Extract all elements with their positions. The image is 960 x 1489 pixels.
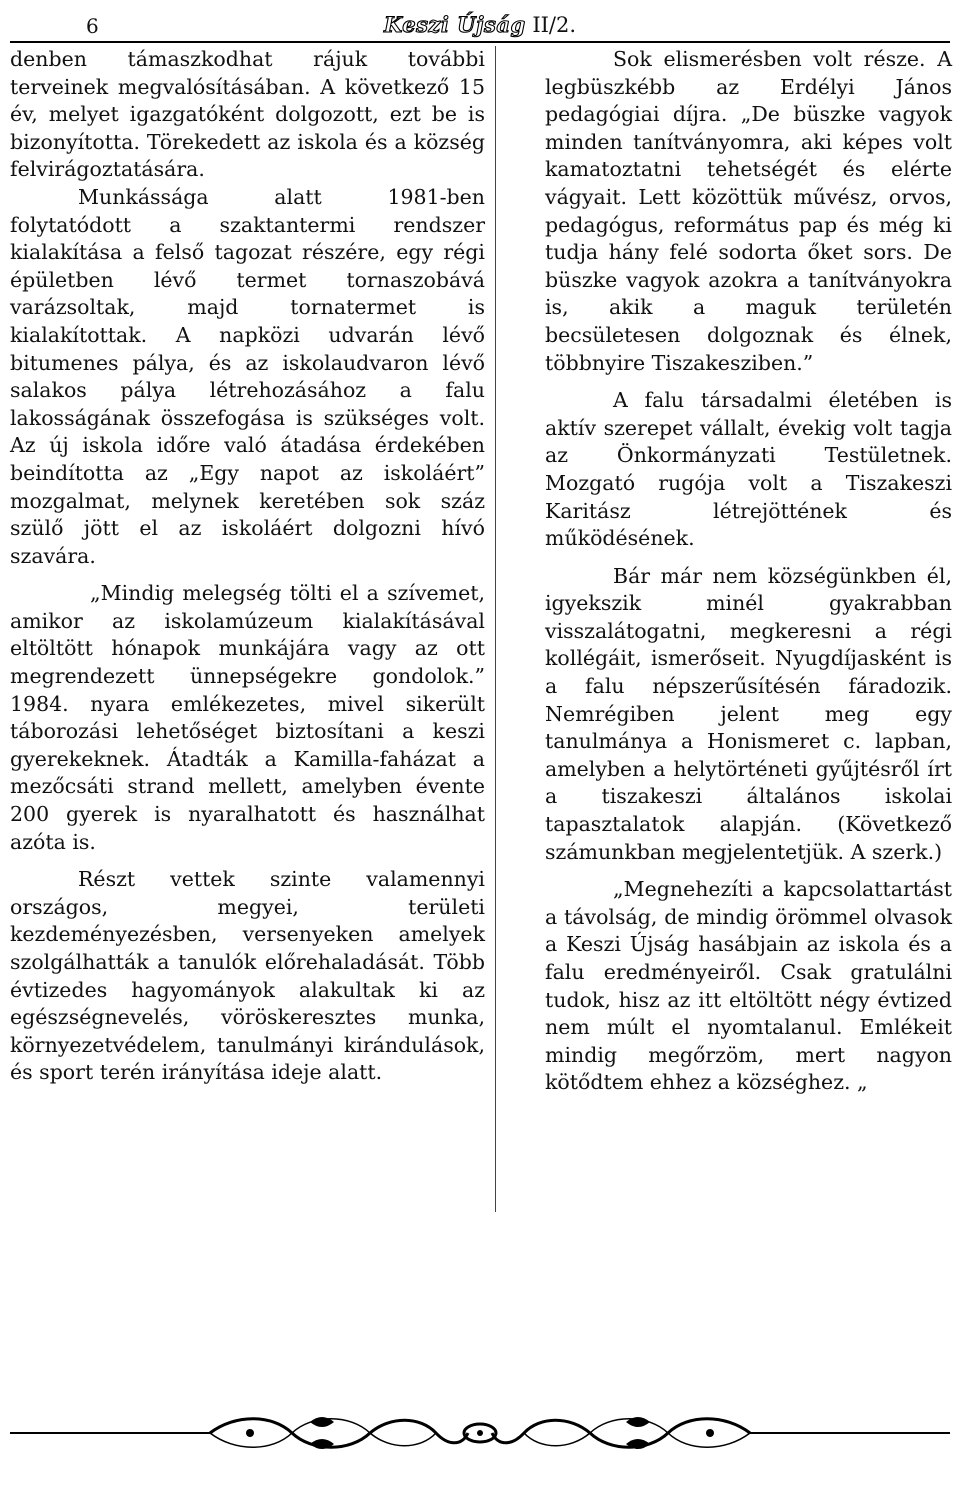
- left-paragraph-2: Munkássága alatt 1981-ben folytatódott a szaktantermi rendszer kialakítása a felső tagozat részére, egy régi épületben lévő termet tornaszobává varázsoltak, majd tornatermet is kialakítottak. A napközi udvarán lévő bitumenes pálya, és az iskolaudvaron lévő salakos pálya létrehozásához a falu lakosságának összefogása is szükséges volt. Az új iskola időre való átadása érdekében beindította az „Egy napot az iskoláért” mozgalmat, melynek keretében sok száz szülő jött el az iskoláért dolgozni hívó szavára.: [10, 184, 485, 568]
- publication-title: Keszi Újság: [383, 12, 526, 37]
- right-paragraph-1: Sok elismerésben volt része. A legbüszkébb az Erdélyi János pedagógiai díjra. „De büszke vagyok minden tanítványomra, aki képes volt kamatoztatni tehetségét és elérte vágyait. Lett közöttük művész, orvos, pedagógus, református pap és még ki tudja hány felé sodorta őket sors. De büszke vagyok azokra a tanítványokra is, akik a maguk területén becsületesen dolgoznak és élnek, többnyire Tiszakesziben.”: [545, 47, 952, 375]
- right-paragraph-3: Bár már nem községünkben él, igyekszik minél gyakrabban visszalátogatni, megkeresni a régi kollégáit, ismerőseit. Nyugdíjasként is a falu népszerűsítésén fáradozik. Nemrégiben jelent meg egy tanulmánya a Honismeret c. lapban, amelyben a helytörténeti gyűjtésről írt a tiszakeszi általános iskolai tapasztalatok alapján. (Következő számunkban megjelentetjük. A szerk.): [545, 563, 952, 864]
- masthead: [0, 12, 960, 37]
- column-divider: [495, 46, 496, 1212]
- issue-number: II/2.: [525, 13, 577, 37]
- page-number: 6: [86, 14, 99, 38]
- ornament-divider: [10, 1408, 950, 1458]
- header-rule: [10, 41, 950, 43]
- left-column: [10, 46, 485, 1087]
- right-paragraph-2: A falu társadalmi életében is aktív szerepet vállalt, évekig volt tagja az Önkormányzati Testületnek. Mozgató rugója volt a Tiszakeszi Karitász létrejöttének és működésének.: [545, 388, 952, 551]
- left-paragraph-4: Részt vettek szinte valamennyi országos, megyei, területi kezdeményezésben, versenyeken amelyek szolgálhatták a tanulók előrehaladását. Több évtizedes hagyományok alakultak ki az egészségnevelés, vöröskeresztes munka, környezetvédelem, tanulmányi kirándulások, és sport terén irányítása ideje alatt.: [10, 867, 485, 1085]
- page-header: [0, 0, 960, 48]
- left-paragraph-3: „Mindig melegség tölti el a szívemet, amikor az iskolamúzeum kialakításával eltöltött hónapok munkájára vagy az ott megrendezett ünnepségekre gondolok.” 1984. nyara emlékezetes, mivel sikerült táborozási lehetőséget biztosítani a keszi gyerekeknek. Átadták a Kamilla-faházat a mezőcsáti strand mellett, amelyben évente 200 gyerek is nyaralhatott és használhat azóta is.: [10, 581, 485, 854]
- right-paragraph-4: „Megnehezíti a kapcsolattartást a távolság, de mindig örömmel olvasok a Keszi Újság hasábjain az iskola és a falu eredményeiről. Csak gratulálni tudok, hisz az itt eltöltött négy évtized nem múlt el nyomtalanul. Emlékeit mindig megőrzöm, mert nagyon kötődtem ehhez a községhez. „: [545, 877, 952, 1095]
- left-paragraph-1: denben támaszkodhat rájuk további terveinek megvalósításában. A következő 15 év, melyet igazgatóként dolgozott, ezt be is bizonyította. Törekedett az iskola és a község felvirágoztatására.: [10, 47, 485, 182]
- right-column: [545, 46, 952, 1097]
